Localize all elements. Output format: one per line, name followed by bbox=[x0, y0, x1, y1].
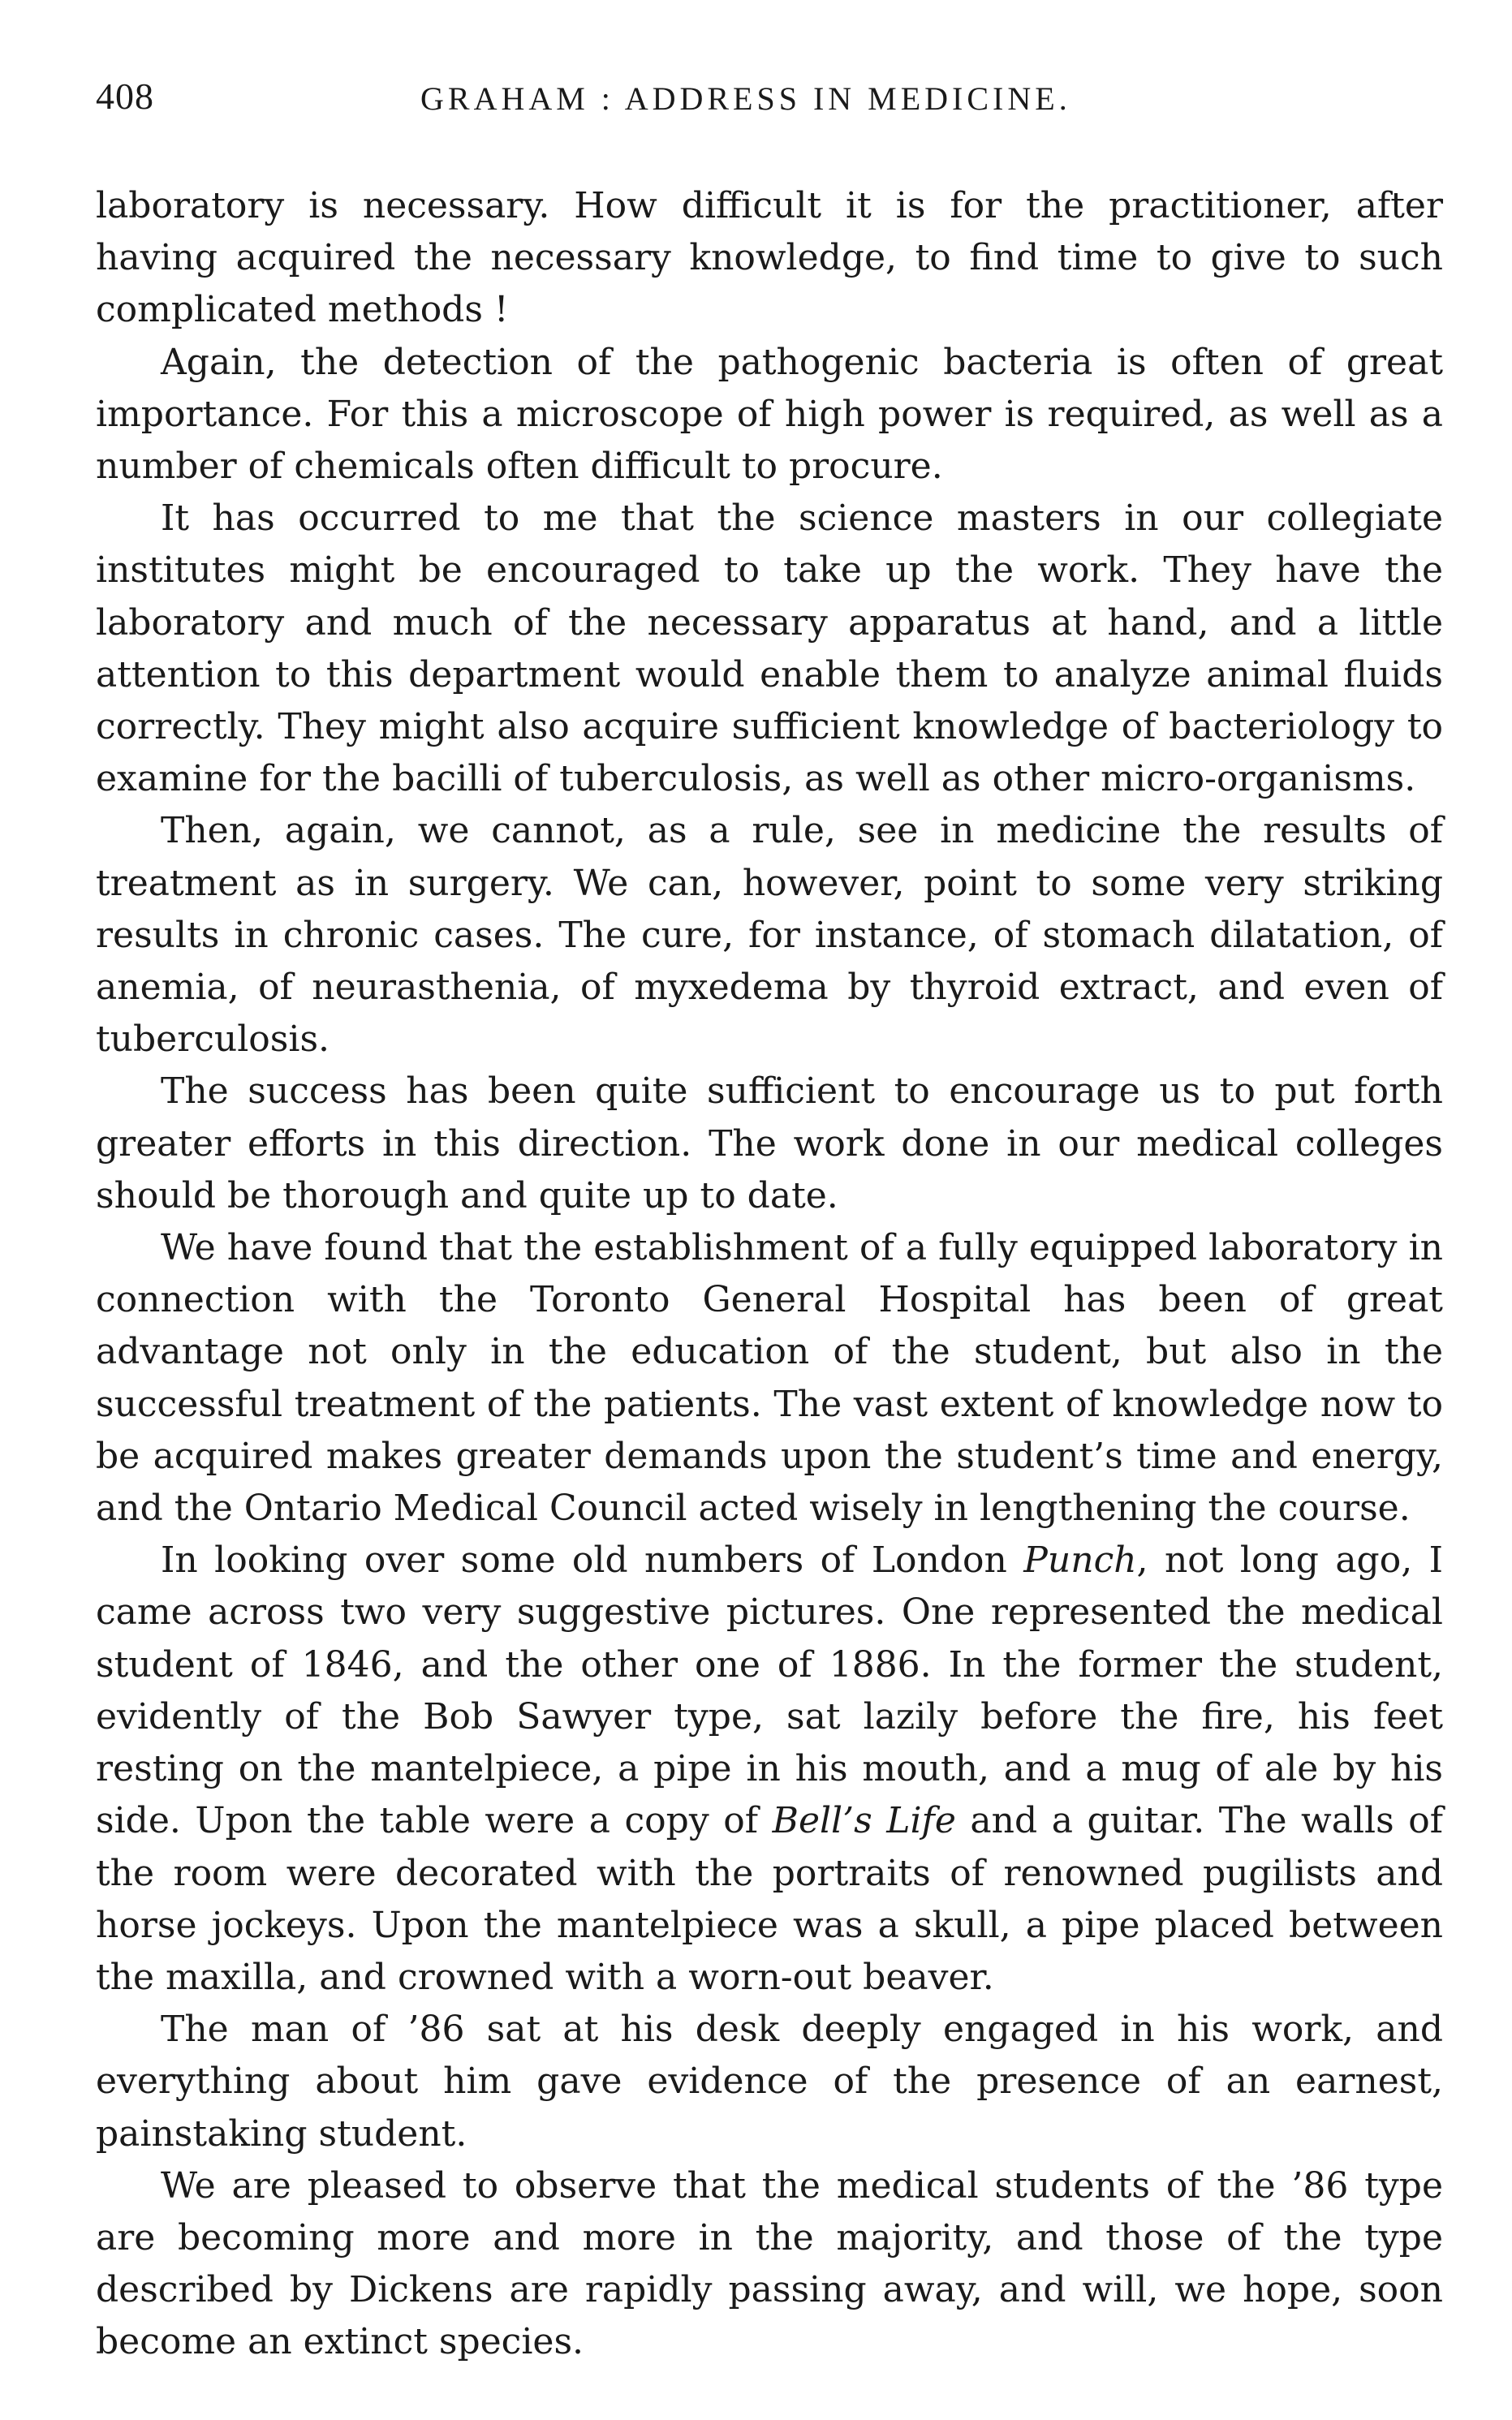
paragraph-text: Again, the detection of the pathogenic bacteria is often of great importance. For this a microscope of high power is required, as well as a number of chemicals often difficult to procure. bbox=[96, 341, 1443, 488]
paragraph bbox=[96, 1535, 1443, 2004]
paragraph-text: and a guitar. The walls of the room were decorated with the portraits of renowned pugilists and horse jockeys. Upon the mantelpiece was a skull, a pipe placed between the maxilla, and crowned with a worn-out beaver. bbox=[96, 1800, 1444, 1998]
body-text bbox=[96, 180, 1443, 2369]
paragraph-text: Then, again, we cannot, as a rule, see in medicine the results of treatment as in surgery. We can, however, point to some very striking results in chronic cases. The cure, for instance, of stomach dilatation, of anemia, of neurasthenia, of myxedema by thyroid extract, and even of tuberculosis. bbox=[96, 810, 1443, 1061]
paragraph-text: We are pleased to observe that the medical students of the ’86 type are becoming more and more in the majority, and those of the type described by Dickens are rapidly passing away, and will, we hope, soon become an extinct species. bbox=[96, 2164, 1443, 2363]
paragraph bbox=[96, 805, 1443, 1066]
paragraph-text: In looking over some old numbers of London bbox=[161, 1539, 1024, 1582]
paragraph bbox=[96, 180, 1443, 337]
paragraph bbox=[96, 2160, 1443, 2369]
page-number: 408 bbox=[96, 75, 154, 117]
running-title: GRAHAM : ADDRESS IN MEDICINE. bbox=[420, 80, 1071, 117]
paragraph-text: It has occurred to me that the science masters in our collegiate institutes might be encouraged to take up the work. They have the laboratory and much of the necessary apparatus at hand, and a little attention to this department would enable them to analyze animal fluids correctly. They might also acquire sufficient knowledge of bacteriology to examine for the bacilli of tuberculosis, as well as other micro-organisms. bbox=[96, 497, 1443, 800]
paragraph-text: The success has been quite sufficient to encourage us to put forth greater efforts in this direction. The work done in our medical colleges should be thorough and quite up to date. bbox=[96, 1070, 1443, 1216]
italic-title: Bell’s Life bbox=[772, 1800, 956, 1842]
paragraph bbox=[96, 1222, 1443, 1535]
italic-title: Punch bbox=[1023, 1539, 1137, 1582]
paragraph bbox=[96, 1066, 1443, 1222]
paragraph-text: laboratory is necessary. How difficult it is for the practitioner, after having acquired the necessary knowledge, to find time to give to such complicated methods ! bbox=[96, 185, 1443, 331]
paragraph-text: We have found that the establishment of a fully equipped laboratory in connection with the Toronto General Hospital has been of great advantage not only in the education of the student, but also in the successful treatment of the patients. The vast extent of knowledge now to be acquired makes greater demands upon the student’s time and energy, and the Ontario Medical Council acted wisely in lengthening the course. bbox=[96, 1227, 1443, 1530]
paragraph bbox=[96, 493, 1443, 805]
page-content bbox=[96, 75, 1444, 2363]
paragraph-text: , not long ago, I came across two very suggestive pictures. One represented the medical student of 1846, and the other one of 1886. In the former the student, evidently of the Bob Sawyer type, sat lazily before the fire, his feet resting on the mantelpiece, a pipe in his mouth, and a mug of ale by his side. Upon the table were a copy of bbox=[96, 1539, 1443, 1842]
paragraph bbox=[96, 2004, 1443, 2160]
paragraph bbox=[96, 337, 1443, 493]
running-head bbox=[96, 75, 1443, 131]
paragraph-text: The man of ’86 sat at his desk deeply engaged in his work, and everything about him gave evidence of the presence of an earnest, painstaking student. bbox=[96, 2009, 1443, 2155]
